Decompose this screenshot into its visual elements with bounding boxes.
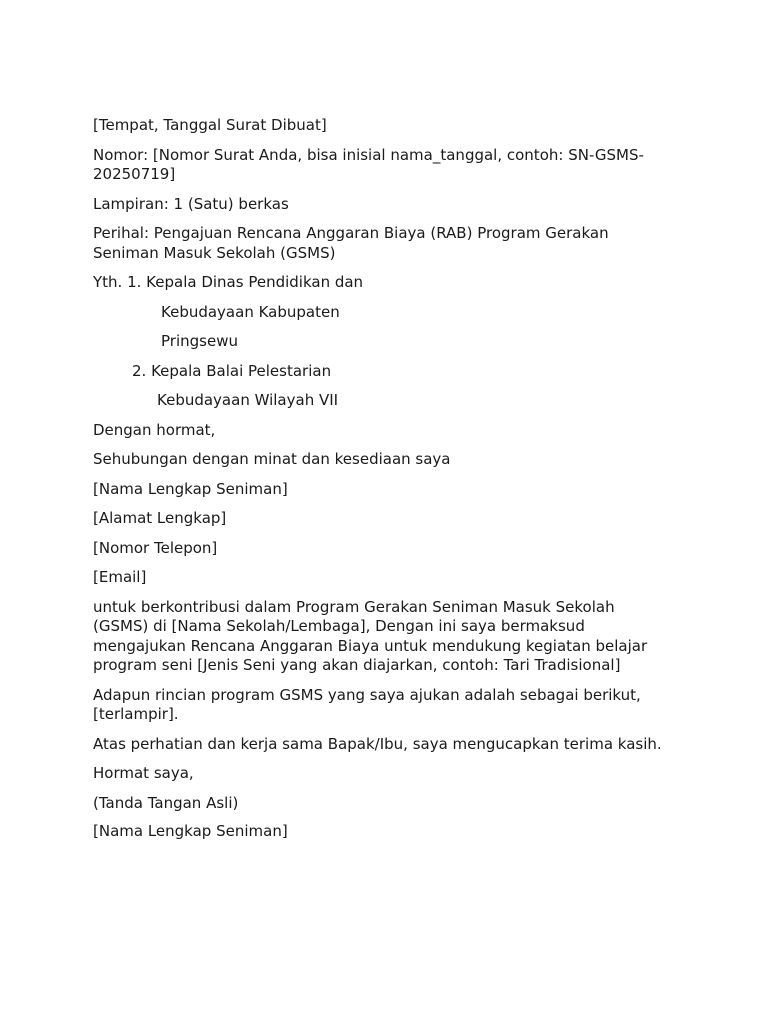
letter-body bbox=[93, 116, 673, 852]
address-field: [Alamat Lengkap] bbox=[93, 509, 227, 527]
phone-field: [Nomor Telepon] bbox=[93, 538, 218, 557]
closing: Hormat saya, bbox=[93, 764, 194, 782]
signer-name: [Nama Lengkap Seniman] bbox=[93, 822, 288, 840]
greeting: Dengan hormat, bbox=[93, 420, 216, 439]
recipient-1-line-1: Yth. 1. Kepala Dinas Pendidikan dan bbox=[93, 273, 364, 291]
body-paragraph-1: untuk berkontribusi dalam Program Gerakan Seniman Masuk Sekolah (GSMS) di [Nama Sekolah/Lembaga], Dengan ini saya bermaksud mengajukan Rencana Anggaran Biaya untuk mendukung kegiatan belajar program seni [Jenis Seni yang akan diajarkan, contoh: Tari Tradisional] bbox=[93, 597, 648, 674]
recipient-1-line-2: Kebudayaan Kabupaten bbox=[161, 302, 340, 321]
letter-number: Nomor: [Nomor Surat Anda, bisa inisial nama_tanggal, contoh: SN-GSMS-20250719] bbox=[93, 145, 644, 183]
intro-text: Sehubungan dengan minat dan kesediaan saya bbox=[93, 450, 451, 468]
name-field: [Nama Lengkap Seniman] bbox=[93, 479, 288, 498]
body-paragraph-3: Atas perhatian dan kerja sama Bapak/Ibu, saya mengucapkan terima kasih. bbox=[93, 734, 662, 753]
recipient-2-line-1: 2. Kepala Balai Pelestarian bbox=[132, 361, 332, 380]
signature-placeholder: (Tanda Tangan Asli) bbox=[93, 793, 239, 812]
attachment: Lampiran: 1 (Satu) berkas bbox=[93, 194, 289, 213]
recipient-1-line-3: Pringsewu bbox=[161, 332, 238, 350]
subject: Perihal: Pengajuan Rencana Anggaran Biaya (RAB) Program Gerakan Seniman Masuk Sekolah (GSMS) bbox=[93, 224, 609, 262]
email-field: [Email] bbox=[93, 568, 147, 586]
place-date: [Tempat, Tanggal Surat Dibuat] bbox=[93, 116, 327, 134]
body-paragraph-2: Adapun rincian program GSMS yang saya ajukan adalah sebagai berikut, [terlampir]. bbox=[93, 685, 641, 723]
recipient-2-line-2: Kebudayaan Wilayah VII bbox=[157, 391, 339, 409]
